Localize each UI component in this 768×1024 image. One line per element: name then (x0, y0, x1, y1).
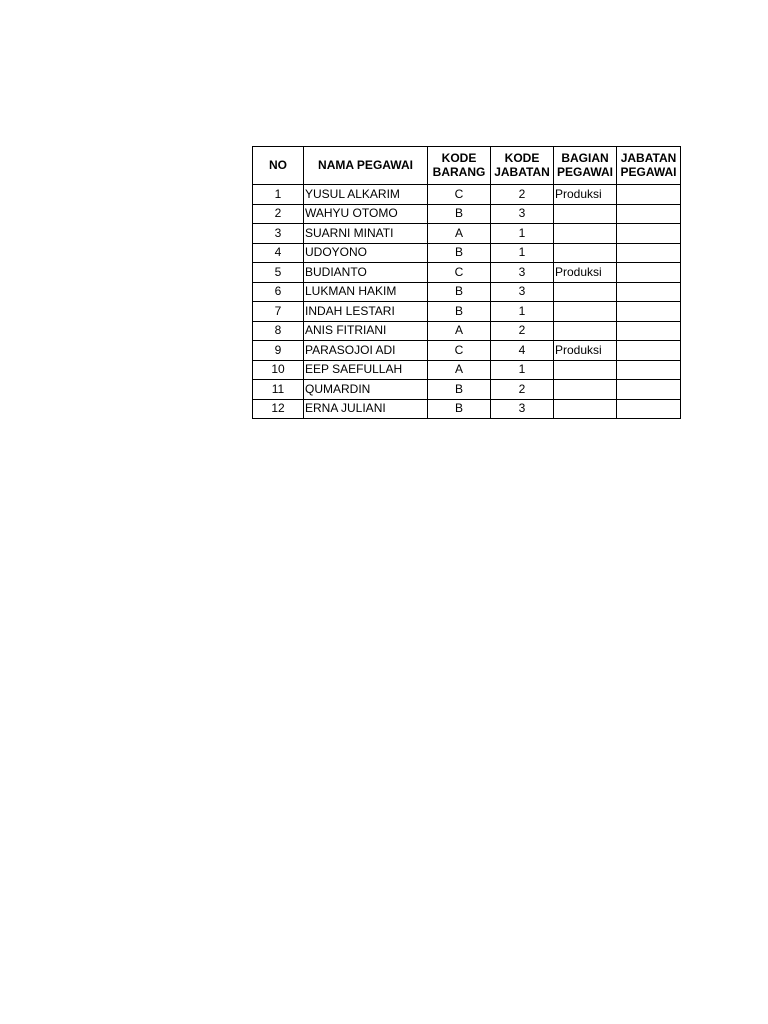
header-kode-barang-line-1: KODE (441, 151, 477, 166)
cell-nama: BUDIANTO (304, 263, 428, 283)
cell-no: 8 (253, 321, 304, 341)
cell-kode-barang: A (428, 224, 491, 244)
table-row (253, 185, 681, 205)
cell-bagian-pegawai (554, 360, 617, 380)
cell-nama: PARASOJOI ADI (304, 341, 428, 361)
cell-kode-jabatan: 3 (491, 204, 554, 224)
cell-bagian-pegawai (554, 399, 617, 419)
cell-nama: INDAH LESTARI (304, 302, 428, 322)
employee-table (252, 146, 681, 419)
cell-jabatan-pegawai (617, 380, 681, 400)
cell-no: 9 (253, 341, 304, 361)
cell-kode-barang: C (428, 185, 491, 205)
cell-kode-jabatan: 1 (491, 224, 554, 244)
header-kode-barang (428, 147, 491, 185)
cell-bagian-pegawai (554, 224, 617, 244)
cell-jabatan-pegawai (617, 263, 681, 283)
cell-bagian-pegawai (554, 204, 617, 224)
cell-kode-jabatan: 2 (491, 380, 554, 400)
header-no-line-1: NO (269, 157, 287, 172)
header-bagian-line-1: BAGIAN (561, 151, 609, 166)
cell-bagian-pegawai (554, 243, 617, 263)
cell-nama: UDOYONO (304, 243, 428, 263)
cell-kode-barang: A (428, 321, 491, 341)
cell-kode-jabatan: 3 (491, 263, 554, 283)
cell-kode-barang: B (428, 282, 491, 302)
table-row (253, 302, 681, 322)
cell-kode-barang: A (428, 360, 491, 380)
header-jabatan-pegawai (617, 147, 681, 185)
cell-kode-barang: B (428, 302, 491, 322)
cell-nama: LUKMAN HAKIM (304, 282, 428, 302)
header-kode-barang-line-2: BARANG (432, 164, 486, 179)
cell-kode-jabatan: 4 (491, 341, 554, 361)
cell-jabatan-pegawai (617, 243, 681, 263)
table-row (253, 360, 681, 380)
cell-jabatan-pegawai (617, 302, 681, 322)
header-jabatan-line-1: JABATAN (620, 151, 677, 166)
cell-bagian-pegawai (554, 380, 617, 400)
cell-jabatan-pegawai (617, 282, 681, 302)
cell-kode-barang: B (428, 243, 491, 263)
header-nama-line-1: NAMA PEGAWAI (318, 157, 413, 172)
cell-jabatan-pegawai (617, 399, 681, 419)
cell-nama: QUMARDIN (304, 380, 428, 400)
table-row (253, 341, 681, 361)
cell-nama: YUSUL ALKARIM (304, 185, 428, 205)
cell-bagian-pegawai (554, 282, 617, 302)
cell-jabatan-pegawai (617, 341, 681, 361)
header-bagian-pegawai (554, 147, 617, 185)
cell-kode-jabatan: 1 (491, 302, 554, 322)
table-row (253, 321, 681, 341)
table-row (253, 224, 681, 244)
cell-bagian-pegawai: Produksi (554, 185, 617, 205)
cell-kode-barang: C (428, 263, 491, 283)
header-kode-jabatan-line-1: KODE (504, 151, 540, 166)
cell-jabatan-pegawai (617, 204, 681, 224)
cell-no: 1 (253, 185, 304, 205)
cell-kode-barang: C (428, 341, 491, 361)
header-kode-jabatan-line-2: JABATAN (494, 164, 550, 179)
cell-kode-jabatan: 1 (491, 360, 554, 380)
cell-no: 6 (253, 282, 304, 302)
cell-no: 7 (253, 302, 304, 322)
cell-kode-jabatan: 3 (491, 399, 554, 419)
table-row (253, 204, 681, 224)
table-row (253, 380, 681, 400)
cell-no: 3 (253, 224, 304, 244)
table-row (253, 243, 681, 263)
cell-bagian-pegawai: Produksi (554, 341, 617, 361)
cell-jabatan-pegawai (617, 360, 681, 380)
header-no (253, 147, 304, 185)
cell-kode-barang: B (428, 204, 491, 224)
cell-no: 2 (253, 204, 304, 224)
cell-kode-barang: B (428, 380, 491, 400)
cell-no: 4 (253, 243, 304, 263)
header-nama-pegawai (304, 147, 428, 185)
header-jabatan-line-2: PEGAWAI (620, 164, 677, 179)
cell-nama: WAHYU OTOMO (304, 204, 428, 224)
cell-bagian-pegawai (554, 302, 617, 322)
cell-bagian-pegawai: Produksi (554, 263, 617, 283)
table-header-row (253, 147, 681, 185)
cell-nama: ERNA JULIANI (304, 399, 428, 419)
cell-kode-jabatan: 1 (491, 243, 554, 263)
cell-no: 5 (253, 263, 304, 283)
table-row (253, 263, 681, 283)
cell-jabatan-pegawai (617, 224, 681, 244)
cell-no: 11 (253, 380, 304, 400)
cell-jabatan-pegawai (617, 321, 681, 341)
header-bagian-line-2: PEGAWAI (556, 164, 613, 179)
cell-nama: EEP SAEFULLAH (304, 360, 428, 380)
cell-kode-jabatan: 3 (491, 282, 554, 302)
cell-nama: ANIS FITRIANI (304, 321, 428, 341)
header-kode-jabatan (491, 147, 554, 185)
table-row (253, 282, 681, 302)
cell-no: 12 (253, 399, 304, 419)
cell-nama: SUARNI MINATI (304, 224, 428, 244)
cell-kode-jabatan: 2 (491, 321, 554, 341)
cell-kode-jabatan: 2 (491, 185, 554, 205)
cell-bagian-pegawai (554, 321, 617, 341)
table-row (253, 399, 681, 419)
cell-kode-barang: B (428, 399, 491, 419)
cell-jabatan-pegawai (617, 185, 681, 205)
cell-no: 10 (253, 360, 304, 380)
